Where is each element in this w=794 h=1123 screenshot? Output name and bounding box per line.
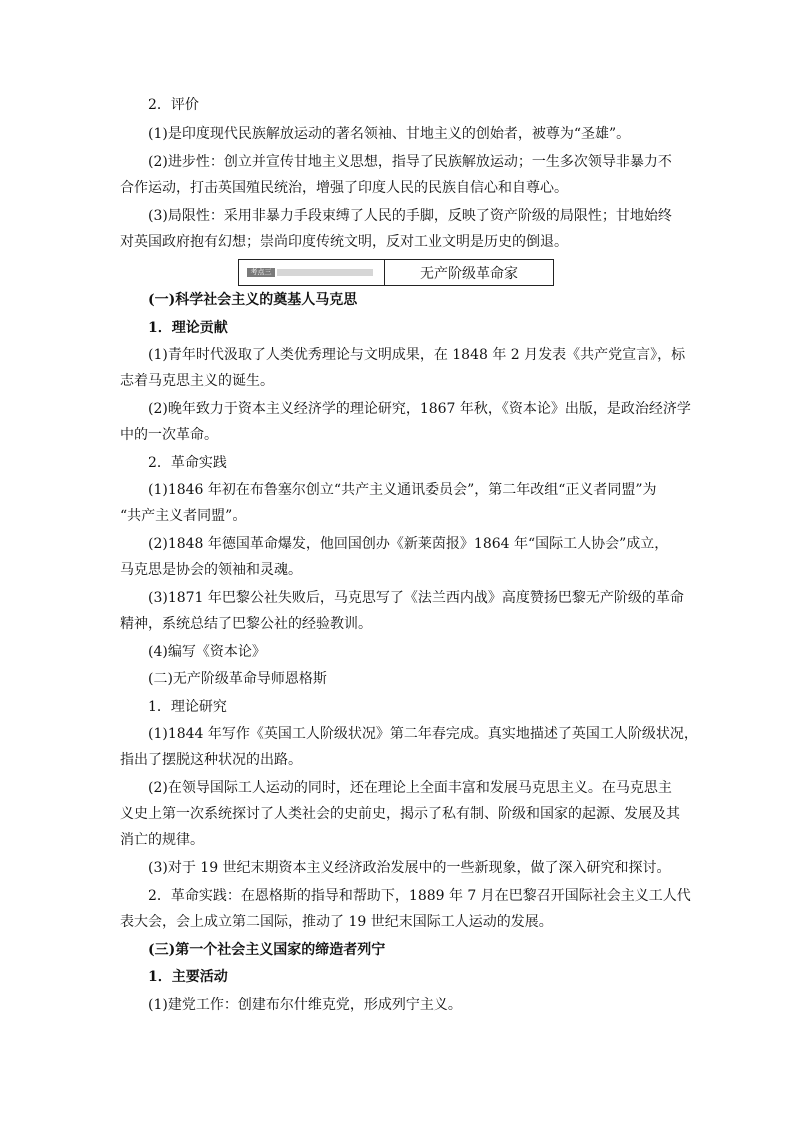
section-badge: 考点三 [247,268,275,277]
marx-heading: (一)科学社会主义的奠基人马克思 [148,292,358,308]
section-badge-cell [239,260,385,285]
marx-theory-1-line-1: (1)青年时代汲取了人类优秀理论与文明成果，在 1848 年 2 月发表《共产党宣言》，标 [148,347,686,363]
engels-practice-line-1: 2．革命实践：在恩格斯的指导和帮助下，1889 年 7 月在巴黎召开国际社会主义工人代 [148,888,691,904]
lenin-heading: (三)第一个社会主义国家的缔造者列宁 [148,942,386,958]
engels-theory-2-line-1: (2)在领导国际工人运动的同时，还在理论上全面丰富和发展马克思主义。在马克思主 [148,780,672,796]
lenin-activity-1: (1)建党工作：创建布尔什维克党，形成列宁主义。 [148,997,462,1013]
eval-paragraph-2-line-1: (2)进步性：创立并宣传甘地主义思想，指导了民族解放运动；一生多次领导非暴力不 [148,154,672,170]
eval-paragraph-3-line-2: 对英国政府抱有幻想；崇尚印度传统文明，反对工业文明是历史的倒退。 [120,234,568,250]
engels-practice-line-2: 表大会，会上成立第二国际，推动了 19 世纪末国际工人运动的发展。 [120,914,553,930]
marx-theory-2-line-1: (2)晚年致力于资本主义经济学的理论研究，1867 年秋，《资本论》出版，是政治经济学 [148,401,691,417]
engels-theory-1-line-1: (1)1844 年写作《英国工人阶级状况》第二年春完成。真实地描述了英国工人阶级状况， [148,726,698,742]
marx-practice-2-line-2: 马克思是协会的领袖和灵魂。 [120,562,302,578]
eval-paragraph-1: (1)是印度现代民族解放运动的著名领袖、甘地主义的创始者，被尊为“圣雄”。 [148,126,631,142]
engels-theory-2-line-2: 义史上第一次系统探讨了人类社会的史前史，揭示了私有制、阶级和国家的起源、发展及其 [120,806,680,822]
section-badge-bar [277,269,373,276]
eval-paragraph-3-line-1: (3)局限性：采用非暴力手段束缚了人民的手脚，反映了资产阶级的局限性；甘地始终 [148,208,672,224]
marx-practice-heading: 2．革命实践 [148,455,227,471]
engels-theory-heading: 1．理论研究 [148,699,227,715]
marx-theory-2-line-2: 中的一次革命。 [120,427,218,443]
engels-theory-3: (3)对于 19 世纪末期资本主义经济政治发展中的一些新现象，做了深入研究和探讨。 [148,860,671,876]
marx-practice-3-line-2: 精神，系统总结了巴黎公社的经验教训。 [120,616,372,632]
eval-paragraph-2-line-2: 合作运动，打击英国殖民统治，增强了印度人民的民族自信心和自尊心。 [120,180,568,196]
section-title: 无产阶级革命家 [420,265,518,282]
eval-heading: 2．评价 [148,97,199,113]
marx-practice-1-line-2: “共产主义者同盟”。 [120,508,247,524]
engels-heading: (二)无产阶级革命导师恩格斯 [148,671,327,687]
engels-theory-2-line-3: 消亡的规律。 [120,832,204,848]
marx-theory-1-line-2: 志着马克思主义的诞生。 [120,373,274,389]
lenin-activity-heading: 1．主要活动 [148,969,228,985]
marx-practice-1-line-1: (1)1846 年初在布鲁塞尔创立“共产主义通讯委员会”，第二年改组“正义者同盟”为 [148,482,657,498]
engels-theory-1-line-2: 指出了摆脱这种状况的出路。 [120,752,302,768]
marx-practice-2-line-1: (2)1848 年德国革命爆发，他回国创办《新莱茵报》1864 年“国际工人协会”成立， [148,536,669,552]
marx-practice-4: (4)编写《资本论》 [148,644,266,660]
marx-practice-3-line-1: (3)1871 年巴黎公社失败后，马克思写了《法兰西内战》高度赞扬巴黎无产阶级的革命 [148,590,684,606]
marx-theory-heading: 1．理论贡献 [148,320,228,336]
section-title-box [238,259,554,286]
